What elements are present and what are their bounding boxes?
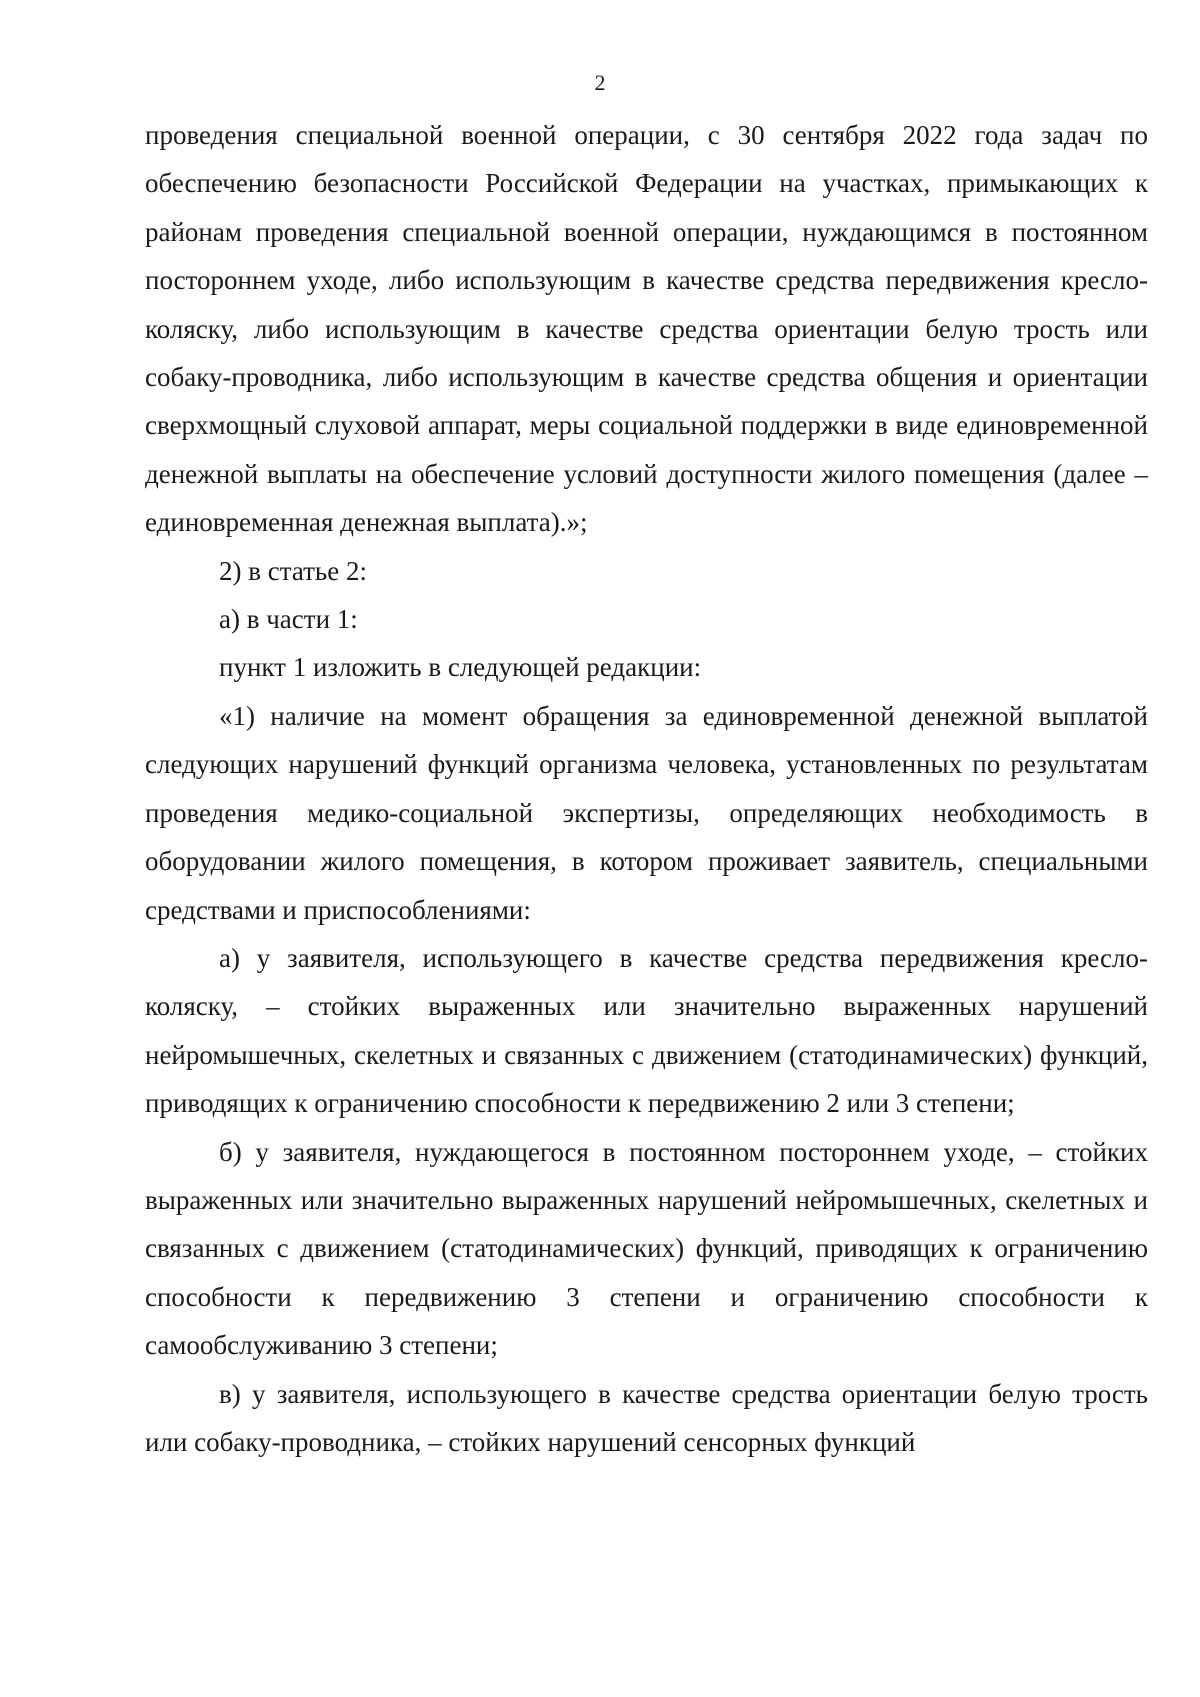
document-body [145, 111, 1148, 1466]
paragraph: а) в части 1: [219, 604, 358, 635]
paragraph: 2) в статье 2: [219, 555, 367, 586]
paragraph: а) у заявителя, использующего в качестве средства передвижения кресло-коляску, – стойких выраженных или значительно выраженных нарушений нейромышечных, скелетных и связанных с движением (статодинамических) функций, приводящих к ограничению способности к передвижению 2 или 3 степени; [145, 942, 1148, 1119]
paragraph: пункт 1 изложить в следующей редакции: [219, 652, 702, 683]
paragraph: в) у заявителя, использующего в качестве средства ориентации белую трость или собаку-проводника, – стойких нарушений сенсорных функций [145, 1378, 1148, 1457]
page-number: 2 [594, 70, 606, 95]
paragraph: проведения специальной военной операции, с 30 сентября 2022 года задач по обеспечению безопасности Российской Федерации на участках, примыкающих к районам проведения специальной военной операции, нуждающимся в постоянном постороннем уходе, либо использующим в качестве средства передвижения кресло-коляску, либо использующим в качестве средства ориентации белую трость или собаку-проводника, либо использующим в качестве средства общения и ориентации сверхмощный слуховой аппарат, меры социальной поддержки в виде единовременной денежной выплаты на обеспечение условий доступности жилого помещения (далее – единовременная денежная выплата).»; [145, 120, 1148, 538]
paragraph: «1) наличие на момент обращения за единовременной денежной выплатой следующих нарушений функций организма человека, установленных по результатам проведения медико-социальной экспертизы, определяющих необходимость в оборудовании жилого помещения, в котором проживает заявитель, специальными средствами и приспособлениями: [145, 700, 1148, 925]
paragraph: б) у заявителя, нуждающегося в постоянном постороннем уходе, – стойких выраженных или значительно выраженных нарушений нейромышечных, скелетных и связанных с движением (статодинамических) функций, приводящих к ограничению способности к передвижению 3 степени и ограничению способности к самообслуживанию 3 степени; [145, 1136, 1148, 1361]
